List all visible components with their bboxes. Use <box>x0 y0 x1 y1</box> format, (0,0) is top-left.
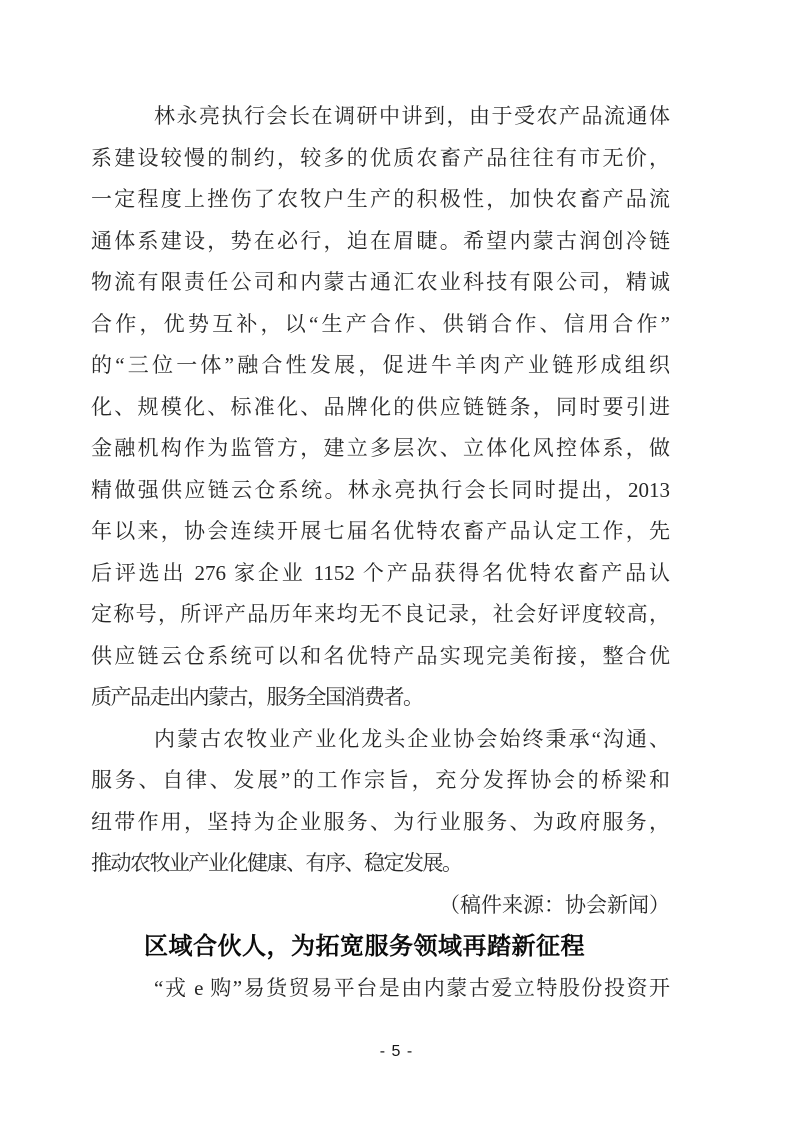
text-line: 化、规模化、标准化、品牌化的供应链链条，同时要引进 <box>91 394 670 419</box>
paragraph-block <box>91 96 670 885</box>
text-line: 供应链云仓系统可以和名优特产品实现完美衔接，整合优 <box>91 643 670 668</box>
text-line: 推动农牧业产业化健康、有序、稳定发展。 <box>91 851 462 875</box>
text-line: 定称号，所评产品历年来均无不良记录，社会好评度较高， <box>91 602 670 626</box>
text-line: 通体系建设，势在必行，迫在眉睫。希望内蒙古润创冷链 <box>91 228 670 253</box>
text-line: 合作，优势互补，以“生产合作、供销合作、信用合作” <box>91 311 670 336</box>
text-line: 精做强供应链云仓系统。林永亮执行会长同时提出，2013 <box>91 477 670 502</box>
text-line: 物流有限责任公司和内蒙古通汇农业科技有限公司，精诚 <box>91 270 670 294</box>
page-number: - 5 - <box>379 1043 414 1060</box>
text-line: 一定程度上挫伤了农牧户生产的积极性，加快农畜产品流 <box>91 187 670 211</box>
text-line: 内蒙古农牧业产业化龙头企业协会始终秉承“沟通、 <box>154 726 670 751</box>
text-line: 的“三位一体”融合性发展，促进牛羊肉产业链形成组织 <box>91 353 670 377</box>
text-line: 服务、自律、发展”的工作宗旨，充分发挥协会的桥梁和 <box>91 768 670 792</box>
text-line: 年以来，协会连续开展七届名优特农畜产品认定工作，先 <box>91 519 670 543</box>
article-body <box>91 96 670 1010</box>
text-line: 质产品走出内蒙古，服务全国消费者。 <box>91 685 423 709</box>
text-line: 林永亮执行会长在调研中讲到，由于受农产品流通体 <box>154 104 670 128</box>
section-heading: 区域合伙人，为拓宽服务领域再踏新征程 <box>144 934 585 960</box>
source-note: （稿件来源：协会新闻） <box>439 892 670 917</box>
text-line: 后评选出 276 家企业 1152 个产品获得名优特农畜产品认 <box>91 560 670 585</box>
text-line: 金融机构作为监管方，建立多层次、立体化风控体系，做 <box>91 436 670 460</box>
text-line: 纽带作用，坚持为企业服务、为行业服务、为政府服务， <box>91 809 670 834</box>
text-line: 系建设较慢的制约，较多的优质农畜产品往往有市无价， <box>91 145 670 170</box>
continuation-paragraph-block <box>91 968 670 1010</box>
text-line: “戎 e 购”易货贸易平台是由内蒙古爱立特股份投资开 <box>154 976 670 1000</box>
